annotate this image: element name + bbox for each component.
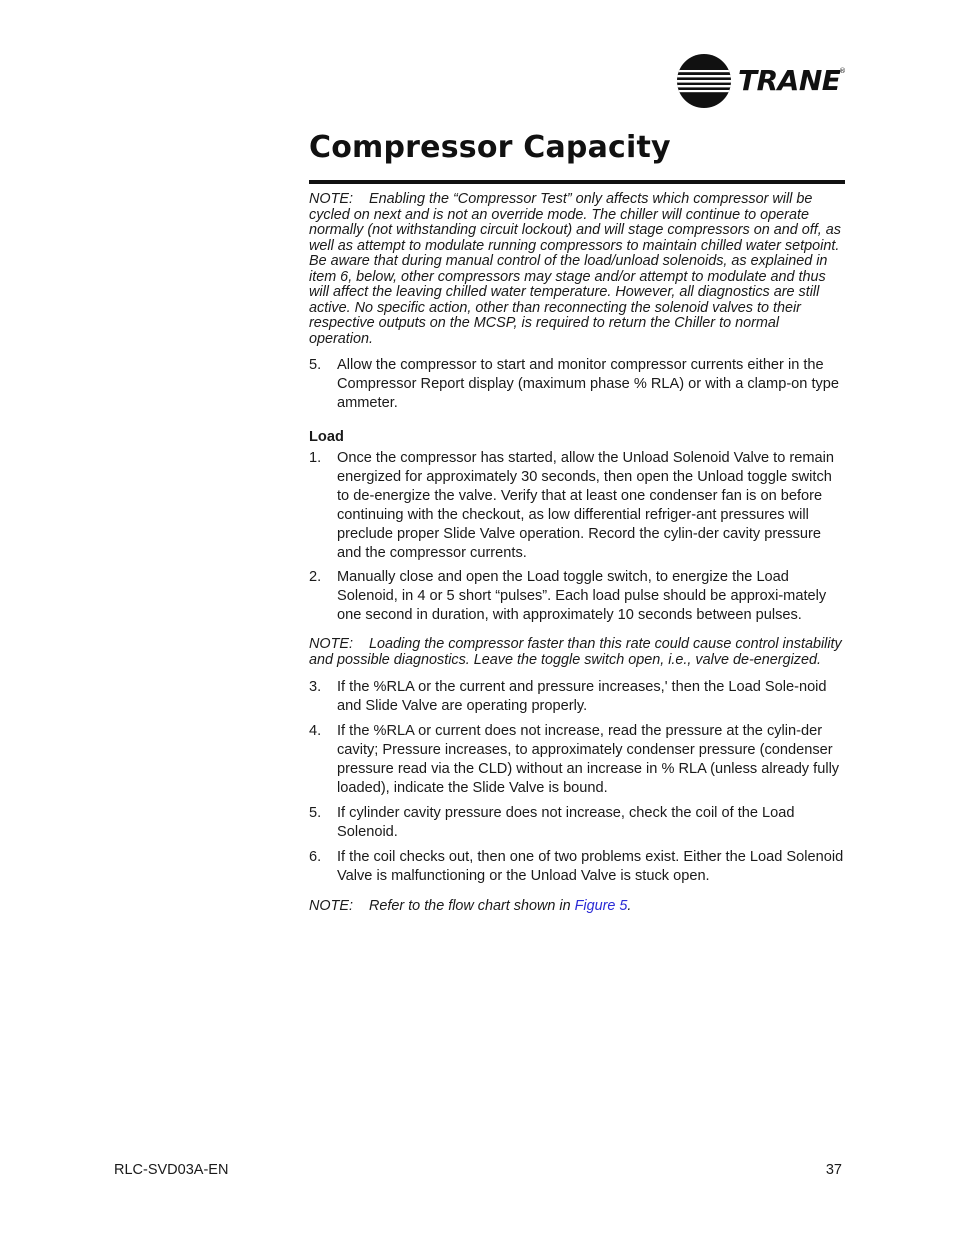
list-number: 2.: [309, 569, 322, 585]
list-number: 1.: [309, 450, 322, 466]
list-number: 5.: [309, 357, 322, 373]
list-item: [309, 568, 845, 625]
main-content: [309, 192, 845, 915]
list-number: 4.: [309, 723, 322, 739]
list-number: 3.: [309, 679, 322, 695]
list-item: [309, 678, 845, 716]
figure-5-link[interactable]: Figure 5: [574, 898, 628, 914]
section-heading-load: Load: [309, 429, 344, 445]
list-item-step-5: [309, 356, 845, 413]
page-title: Compressor Capacity: [309, 130, 671, 165]
note-text: Loading the compressor faster than this rate could cause control instability and possible diagnostics. Leave the toggle switch open, i.e., valve de-energized.: [309, 636, 842, 668]
title-rule: [309, 180, 845, 184]
note-label: NOTE:: [309, 898, 353, 914]
svg-text:TRANE: TRANE: [738, 64, 841, 97]
page-number: 37: [825, 1162, 842, 1178]
list-text: If the %RLA or the current and pressure increases,' then the Load Sole-noid and Slide Valve are operating properly.: [337, 679, 827, 714]
list-text: Allow the compressor to start and monitor compressor currents either in the Compressor Report display (maximum phase % RLA) or with a clamp-on type ammeter.: [337, 357, 840, 411]
note-label: NOTE:: [309, 191, 353, 207]
note-loading-rate: [309, 637, 845, 668]
svg-text:®: ®: [839, 67, 846, 75]
note-label: NOTE:: [309, 636, 353, 652]
list-text: Manually close and open the Load toggle switch, to energize the Load Solenoid, in 4 or 5 short “pulses”. Each load pulse should be approxi-mately one second in duration, with approximately 10 seconds between pulses.: [337, 569, 827, 623]
note-enabling-compressor-test: [309, 192, 845, 347]
list-text: If the coil checks out, then one of two problems exist. Either the Load Solenoid Valve is malfunctioning or the Unload Valve is stuck open.: [337, 849, 844, 884]
list-item: [309, 804, 845, 842]
list-number: 5.: [309, 805, 322, 821]
note-text-end: .: [627, 898, 632, 914]
list-item: [309, 449, 845, 563]
list-text: If the %RLA or current does not increase, read the pressure at the cylin-der cavity; Pressure increases, to approximately condenser pressure (condenser pressure read via the CLD) without an increase in % RLA (unless already fully loaded), indicate the Slide Valve is bound.: [337, 723, 840, 796]
note-text: Enabling the “Compressor Test” only affects which compressor will be cycled on next and is not an override mode. The chiller will continue to operate normally (not withstanding circuit lockout) and will stage compressors on and off, as well as attempt to modulate running compressors to maintain chilled water setpoint. Be aware that during manual control of the load/unload solenoids, as explained in item 6, below, other compressors may stage and/or attempt to modulate and thus will affect the leaving chilled water temperature. However, all diagnostics are still active. No specific action, other than reconnecting the solenoid valves to their respective outputs on the MCSP, is required to return the Chiller to normal operation.: [309, 191, 841, 347]
note-text: Refer to the flow chart shown in: [369, 898, 575, 914]
note-flow-chart-reference: [309, 899, 845, 915]
document-id: RLC-SVD03A-EN: [114, 1162, 229, 1178]
list-item: [309, 848, 845, 886]
list-number: 6.: [309, 849, 322, 865]
list-item: [309, 722, 845, 798]
list-text: Once the compressor has started, allow the Unload Solenoid Valve to remain energized for approximately 30 seconds, then open the Unload toggle switch to de-energize the valve. Verify that at least one condenser fan is on before continuing with the checkout, as low differential refriger-ant pressures will preclude proper Slide Valve operation. Record the cylin-der cavity pressure and the compressor currents.: [337, 450, 834, 561]
trane-logo: [676, 53, 848, 109]
list-text: If cylinder cavity pressure does not increase, check the coil of the Load Solenoid.: [337, 805, 795, 840]
